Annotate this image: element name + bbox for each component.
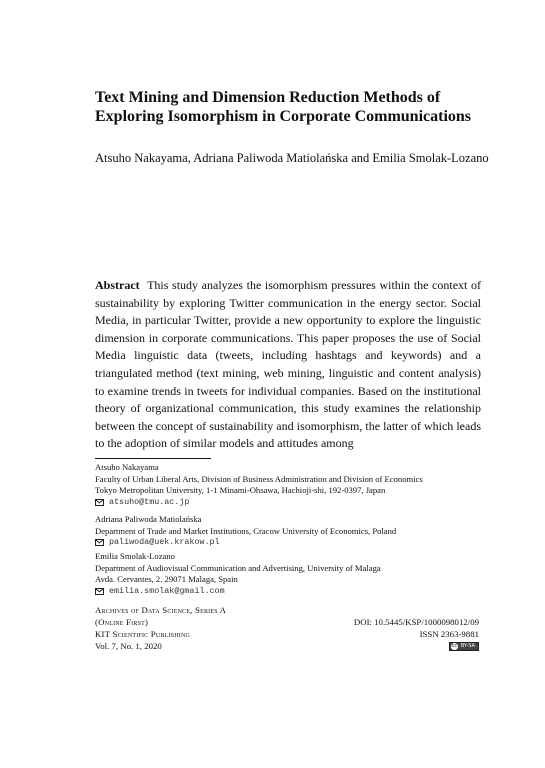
affiliation-1 bbox=[95, 462, 495, 508]
paper-title: Text Mining and Dimension Reduction Methods of Exploring Isomorphism in Corporate Communications bbox=[95, 89, 472, 125]
cc-icon: cc bbox=[451, 642, 458, 649]
abstract-text: This study analyzes the isomorphism pressures within the context of sustainability by exploring Twitter communication in the energy sector. Social Media, in particular Twitter, provide a new opportunity to explore the linguistic dimension in corporate communications. This paper proposes the use of Social Media linguistic data (tweets, including hashtags and keywords) and a triangulated method (text mining, web mining, linguistic and content analysis) to examine trends in tweets for individual companies. Based on the institutional theory of organizational communication, this study examines the relationship between the concept of sustainability and isomorphism, the latter of which leads to the adoption of similar models and attitudes among bbox=[95, 278, 481, 451]
affiliation-line: Tokyo Metropolitan University, 1-1 Minami-Ohsawa, Hachioji-shi, 192-0397, Japan bbox=[95, 485, 386, 496]
publisher: KIT Scientific Publishing bbox=[95, 629, 191, 639]
volume-info: Vol. 7, No. 1, 2020 bbox=[95, 641, 162, 651]
footnote-rule bbox=[95, 458, 211, 459]
abstract bbox=[95, 277, 481, 453]
affiliation-name: Emilia Smolak-Lozano bbox=[95, 551, 175, 561]
affiliation-3 bbox=[95, 551, 495, 597]
journal-footer bbox=[95, 604, 479, 652]
cc-license-badge[interactable] bbox=[449, 642, 479, 651]
issn: ISSN 2363-9881 bbox=[419, 629, 479, 639]
affiliation-email-row bbox=[95, 497, 495, 509]
affiliation-line: Faculty of Urban Liberal Arts, Division of Business Administration and Division of Economics bbox=[95, 473, 423, 484]
abstract-label: Abstract bbox=[95, 278, 140, 292]
affiliation-email-row bbox=[95, 586, 495, 598]
email-address[interactable]: emilia.smolak@gmail.com bbox=[109, 585, 225, 596]
journal-edition: (Online First) bbox=[95, 617, 149, 627]
doi[interactable]: DOI: 10.5445/KSP/1000098012/09 bbox=[353, 617, 479, 627]
affiliation-name: Atsuho Nakayama bbox=[95, 462, 159, 472]
envelope-icon bbox=[95, 539, 104, 546]
affiliation-line: Department of Trade and Market Institutions, Cracow University of Economics, Poland bbox=[95, 525, 397, 536]
email-address[interactable]: paliwoda@uek.krakow.pl bbox=[109, 537, 220, 548]
affiliation-line: Avda. Cervantes, 2. 29071 Malaga, Spain bbox=[95, 574, 238, 585]
affiliation-2 bbox=[95, 514, 495, 549]
license-label: BY-SA bbox=[460, 642, 475, 649]
affiliation-email-row bbox=[95, 537, 495, 549]
envelope-icon bbox=[95, 588, 104, 595]
journal-name: Archives of Data Science, Series A bbox=[95, 605, 227, 615]
affiliation-line: Department of Audiovisual Communication and Advertising, University of Malaga bbox=[95, 562, 381, 573]
author-list: Atsuho Nakayama, Adriana Paliwoda Matiolańska and Emilia Smolak-Lozano bbox=[95, 151, 489, 165]
email-address[interactable]: atsuho@tmu.ac.jp bbox=[109, 496, 190, 507]
envelope-icon bbox=[95, 499, 104, 506]
affiliation-name: Adriana Paliwoda Matiolańska bbox=[95, 514, 202, 524]
